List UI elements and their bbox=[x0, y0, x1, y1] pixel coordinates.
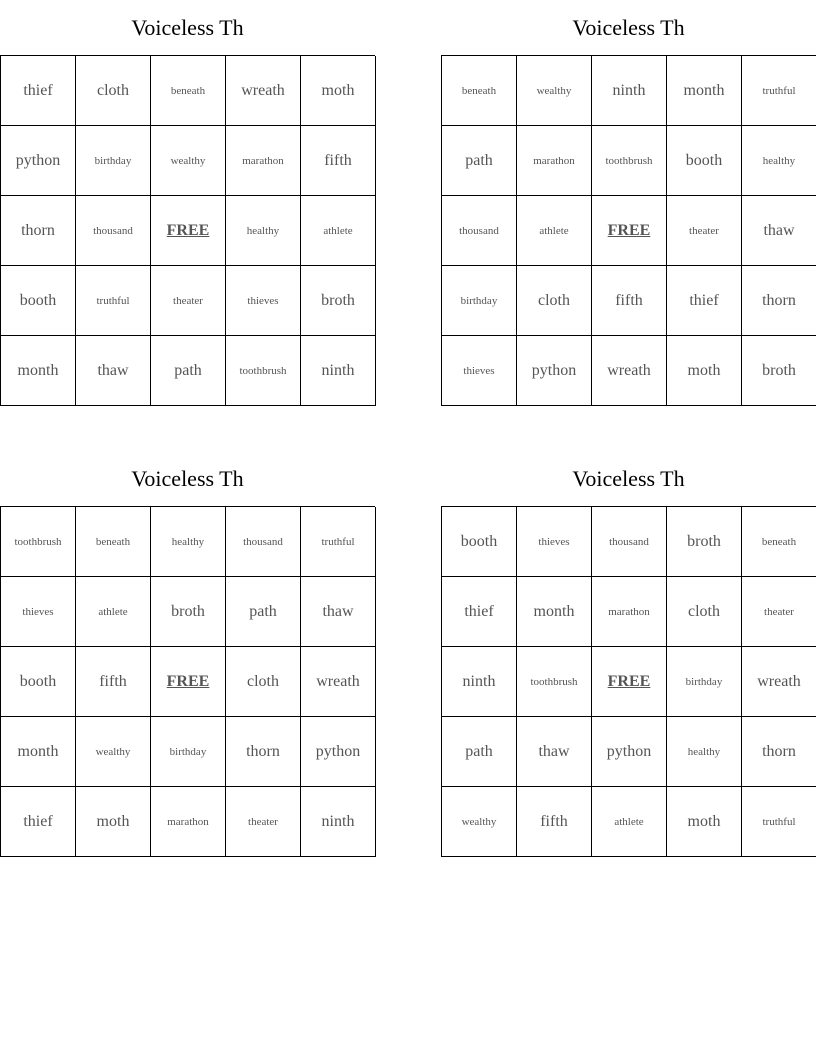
card-title: Voiceless Th bbox=[572, 15, 685, 40]
bingo-cell: thieves bbox=[226, 266, 301, 336]
bingo-cell: broth bbox=[667, 507, 742, 577]
bingo-cell: month bbox=[517, 577, 592, 647]
bingo-cell: thaw bbox=[76, 336, 151, 406]
bingo-cell: thief bbox=[1, 787, 76, 857]
bingo-cell: month bbox=[667, 56, 742, 126]
bingo-cell: thousand bbox=[76, 196, 151, 266]
bingo-cell: cloth bbox=[667, 577, 742, 647]
bingo-cell: moth bbox=[667, 336, 742, 406]
bingo-cell: toothbrush bbox=[1, 507, 76, 577]
bingo-card-1 bbox=[0, 0, 375, 406]
bingo-cell: fifth bbox=[517, 787, 592, 857]
bingo-cell: ninth bbox=[301, 336, 376, 406]
bingo-cell: truthful bbox=[76, 266, 151, 336]
bingo-cell: wreath bbox=[301, 647, 376, 717]
bingo-cell: marathon bbox=[517, 126, 592, 196]
bingo-cell: path bbox=[442, 126, 517, 196]
bingo-cell: broth bbox=[301, 266, 376, 336]
bingo-cell: thieves bbox=[442, 336, 517, 406]
free-cell: FREE bbox=[592, 196, 667, 266]
bingo-cell: cloth bbox=[226, 647, 301, 717]
bingo-cell: wealthy bbox=[151, 126, 226, 196]
bingo-cell: athlete bbox=[592, 787, 667, 857]
bingo-cell: path bbox=[442, 717, 517, 787]
bingo-cell: python bbox=[517, 336, 592, 406]
bingo-cell: thorn bbox=[742, 717, 816, 787]
bingo-cell: theater bbox=[226, 787, 301, 857]
bingo-cell: broth bbox=[742, 336, 816, 406]
bingo-cell: thousand bbox=[442, 196, 517, 266]
bingo-cell: toothbrush bbox=[226, 336, 301, 406]
bingo-cell: birthday bbox=[442, 266, 517, 336]
bingo-card-4 bbox=[441, 451, 816, 857]
bingo-cell: python bbox=[301, 717, 376, 787]
bingo-cell: birthday bbox=[667, 647, 742, 717]
bingo-cell: truthful bbox=[742, 787, 816, 857]
bingo-cell: wealthy bbox=[76, 717, 151, 787]
bingo-cell: healthy bbox=[742, 126, 816, 196]
bingo-cell: ninth bbox=[592, 56, 667, 126]
bingo-cell: thaw bbox=[742, 196, 816, 266]
bingo-cell: theater bbox=[667, 196, 742, 266]
bingo-cell: python bbox=[592, 717, 667, 787]
bingo-cell: beneath bbox=[742, 507, 816, 577]
bingo-cell: thousand bbox=[592, 507, 667, 577]
bingo-cell: broth bbox=[151, 577, 226, 647]
bingo-cell: beneath bbox=[442, 56, 517, 126]
bingo-cell: birthday bbox=[151, 717, 226, 787]
bingo-cell: fifth bbox=[301, 126, 376, 196]
bingo-grid bbox=[441, 55, 816, 406]
bingo-cell: truthful bbox=[742, 56, 816, 126]
bingo-cell: cloth bbox=[76, 56, 151, 126]
bingo-cell: moth bbox=[76, 787, 151, 857]
bingo-cell: marathon bbox=[151, 787, 226, 857]
free-cell: FREE bbox=[592, 647, 667, 717]
bingo-cell: birthday bbox=[76, 126, 151, 196]
bingo-cell: thief bbox=[442, 577, 517, 647]
bingo-cell: booth bbox=[1, 647, 76, 717]
bingo-grid bbox=[0, 506, 375, 857]
bingo-cell: thorn bbox=[226, 717, 301, 787]
bingo-cell: path bbox=[226, 577, 301, 647]
bingo-cell: wealthy bbox=[517, 56, 592, 126]
bingo-cell: healthy bbox=[151, 507, 226, 577]
bingo-cell: thorn bbox=[742, 266, 816, 336]
bingo-cell: toothbrush bbox=[592, 126, 667, 196]
bingo-cell: thieves bbox=[1, 577, 76, 647]
bingo-cell: booth bbox=[1, 266, 76, 336]
bingo-cell: marathon bbox=[226, 126, 301, 196]
bingo-cell: path bbox=[151, 336, 226, 406]
bingo-cell: truthful bbox=[301, 507, 376, 577]
bingo-cell: theater bbox=[151, 266, 226, 336]
bingo-cell: thousand bbox=[226, 507, 301, 577]
bingo-cell: thorn bbox=[1, 196, 76, 266]
bingo-card-2 bbox=[441, 0, 816, 406]
bingo-cell: athlete bbox=[517, 196, 592, 266]
bingo-cell: ninth bbox=[442, 647, 517, 717]
bingo-cell: healthy bbox=[226, 196, 301, 266]
card-title: Voiceless Th bbox=[131, 15, 244, 40]
bingo-grid bbox=[441, 506, 816, 857]
bingo-cell: athlete bbox=[301, 196, 376, 266]
bingo-cell: booth bbox=[667, 126, 742, 196]
bingo-card-3 bbox=[0, 451, 375, 857]
bingo-cell: cloth bbox=[517, 266, 592, 336]
bingo-cell: wreath bbox=[742, 647, 816, 717]
bingo-cell: wreath bbox=[592, 336, 667, 406]
bingo-cell: thaw bbox=[517, 717, 592, 787]
bingo-cell: month bbox=[1, 717, 76, 787]
bingo-cell: marathon bbox=[592, 577, 667, 647]
bingo-cell: toothbrush bbox=[517, 647, 592, 717]
bingo-cell: theater bbox=[742, 577, 816, 647]
bingo-grid bbox=[0, 55, 375, 406]
bingo-cell: thief bbox=[667, 266, 742, 336]
bingo-cell: healthy bbox=[667, 717, 742, 787]
bingo-cell: wreath bbox=[226, 56, 301, 126]
bingo-cell: beneath bbox=[151, 56, 226, 126]
bingo-cell: python bbox=[1, 126, 76, 196]
bingo-cell: athlete bbox=[76, 577, 151, 647]
bingo-cell: thaw bbox=[301, 577, 376, 647]
free-cell: FREE bbox=[151, 647, 226, 717]
bingo-cell: moth bbox=[667, 787, 742, 857]
card-title: Voiceless Th bbox=[131, 466, 244, 491]
bingo-cell: fifth bbox=[76, 647, 151, 717]
bingo-cell: fifth bbox=[592, 266, 667, 336]
free-cell: FREE bbox=[151, 196, 226, 266]
bingo-cell: moth bbox=[301, 56, 376, 126]
card-title: Voiceless Th bbox=[572, 466, 685, 491]
bingo-cell: thieves bbox=[517, 507, 592, 577]
bingo-cell: booth bbox=[442, 507, 517, 577]
bingo-cell: ninth bbox=[301, 787, 376, 857]
bingo-cell: thief bbox=[1, 56, 76, 126]
bingo-cell: beneath bbox=[76, 507, 151, 577]
bingo-cell: month bbox=[1, 336, 76, 406]
bingo-cell: wealthy bbox=[442, 787, 517, 857]
